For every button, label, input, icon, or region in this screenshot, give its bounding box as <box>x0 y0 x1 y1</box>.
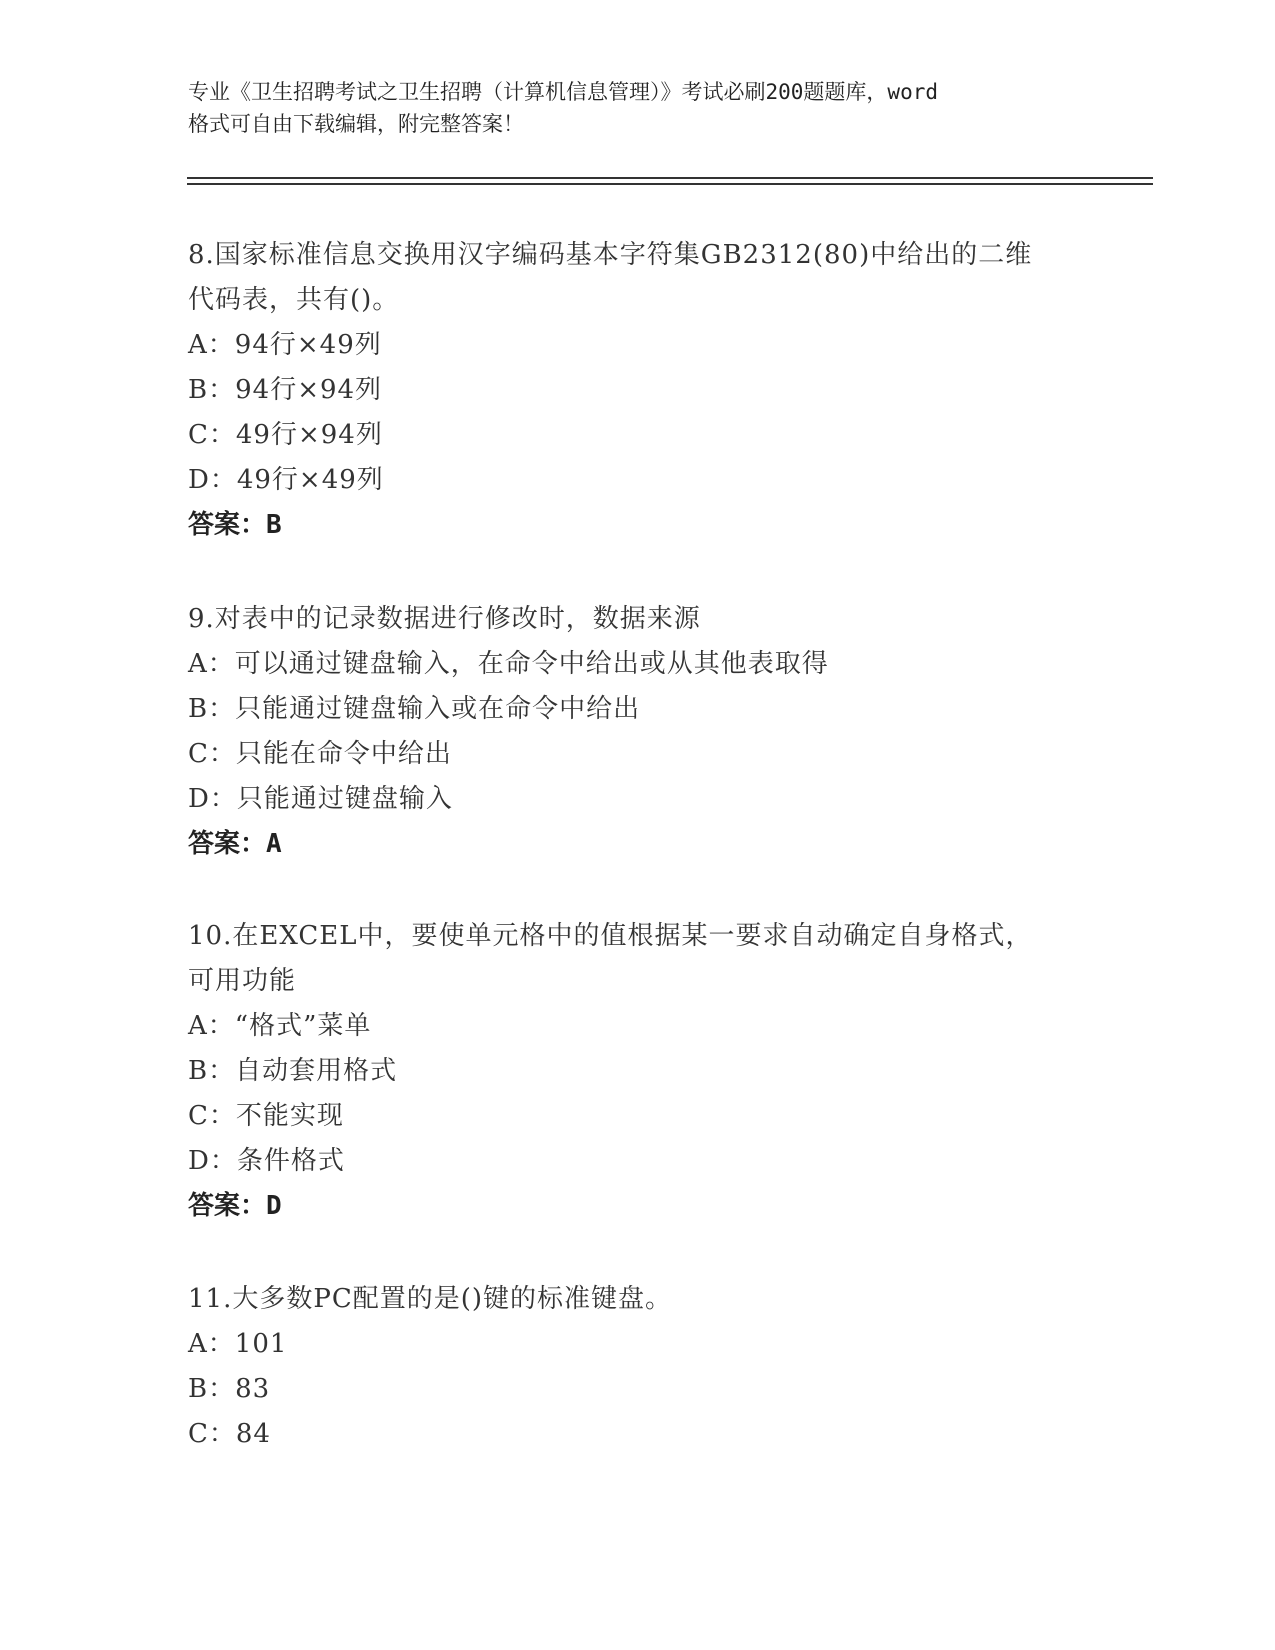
question-text: 9.对表中的记录数据进行修改时，数据来源 <box>188 604 701 634</box>
question-text: 8.国家标准信息交换用汉字编码基本字符集GB2312(80)中给出的二维 <box>188 240 1033 270</box>
option-a: A：94行×49列 <box>188 330 382 360</box>
answer-label: 答案：B <box>188 510 282 540</box>
option-d: D：条件格式 <box>188 1146 345 1176</box>
question-11 <box>188 1277 1088 1457</box>
header-line-1: 专业《卫生招聘考试之卫生招聘（计算机信息管理）》考试必刷200题题库，word <box>188 80 938 104</box>
option-d: D：49行×49列 <box>188 465 384 495</box>
option-b: B：只能通过键盘输入或在命令中给出 <box>188 694 641 724</box>
question-9 <box>188 597 1088 867</box>
answer-label: 答案：A <box>188 829 282 859</box>
option-c: C：84 <box>188 1419 271 1449</box>
header-line-2: 格式可自由下载编辑，附完整答案！ <box>188 112 524 136</box>
option-a: A：可以通过键盘输入，在命令中给出或从其他表取得 <box>188 649 829 679</box>
answer-label: 答案：D <box>188 1191 282 1221</box>
option-c: C：49行×94列 <box>188 420 383 450</box>
option-d: D：只能通过键盘输入 <box>188 784 453 814</box>
question-text: 11.大多数PC配置的是()键的标准键盘。 <box>188 1284 673 1314</box>
question-10 <box>188 914 1088 1229</box>
option-a: A：“格式”菜单 <box>188 1011 372 1041</box>
document-header <box>188 76 1088 140</box>
option-b: B：94行×94列 <box>188 375 383 405</box>
option-c: C：不能实现 <box>188 1101 344 1131</box>
option-c: C：只能在命令中给出 <box>188 739 452 769</box>
question-8 <box>188 233 1088 548</box>
option-a: A：101 <box>188 1329 288 1359</box>
header-divider-bottom <box>187 183 1153 185</box>
question-text: 10.在EXCEL中，要使单元格中的值根据某一要求自动确定自身格式， <box>188 921 1033 951</box>
header-divider-top <box>187 177 1153 179</box>
option-b: B：自动套用格式 <box>188 1056 398 1086</box>
option-b: B：83 <box>188 1374 271 1404</box>
question-text: 可用功能 <box>188 966 297 996</box>
question-text: 代码表，共有()。 <box>188 285 400 315</box>
